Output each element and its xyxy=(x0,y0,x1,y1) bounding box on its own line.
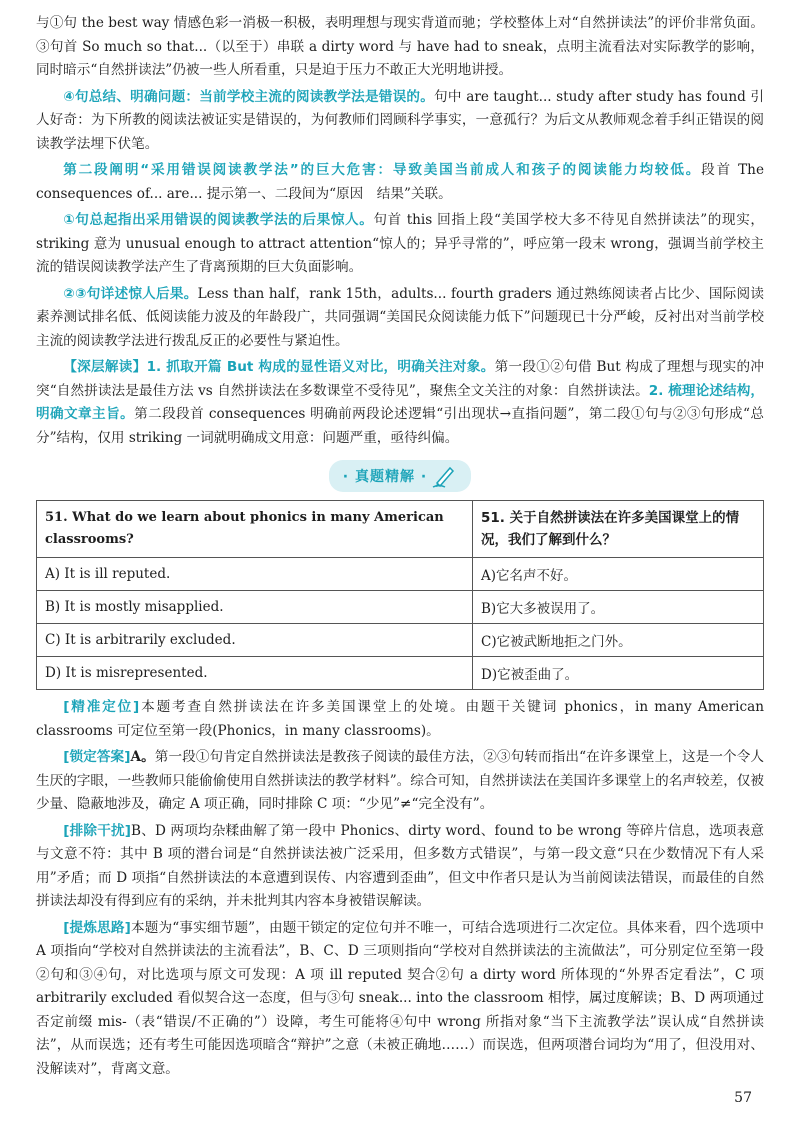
intro-paragraph-4 xyxy=(36,209,764,280)
option-zh: C)它被武断地拒之门外。 xyxy=(473,624,764,657)
exclude-paragraph xyxy=(36,820,764,914)
option-en: C) It is arbitrarily excluded. xyxy=(37,624,473,657)
banner-pill xyxy=(329,460,471,492)
paragraph-text: 第一段①句肯定自然拼读法是教孩子阅读的最佳方法，②③句转而指出“在许多课堂上，这是一个令人生厌的字眼，一些教师只能偷偷使用自然拼读法的教学材料”。综合可知，自然拼读法在美国许多课堂上的名声较差，仅被少量、隐蔽地涉及，确定 A 项正确，同时排除 C 项：“少见”≠“完全没有”。 xyxy=(36,749,764,812)
option-row-a xyxy=(37,558,764,591)
deep-reading-point-2: 2. 梳理论述结构，明确文章主旨。 xyxy=(36,382,764,422)
deep-reading-paragraph xyxy=(36,356,764,450)
deep-reading-tag: 【深层解读】 xyxy=(63,359,147,375)
question-zh: 51. 关于自然拼读法在许多美国课堂上的情况，我们了解到什么？ xyxy=(473,501,764,558)
option-en: B) It is mostly misapplied. xyxy=(37,591,473,624)
refine-tag: [提炼思路] xyxy=(63,919,131,936)
section-banner xyxy=(36,460,764,492)
deep-reading-point-1: 1. 抓取开篇 But 构成的显性语义对比，明确关注对象。 xyxy=(146,359,495,375)
pen-icon xyxy=(431,463,457,489)
intro-paragraph-1: 与①句 the best way 情感色彩一消极一积极，表明理想与现实背道而驰；学校整体上对“自然拼读法”的评价非常负面。③句首 So much so that...（以至于）串联 a dirty word 与 have had to sneak，点明主流看法对实际教学的影响，同时暗示“自然拼读法”仍被一些人所看重，只是迫于压力不敢正大光明地讲授。 xyxy=(36,15,764,78)
question-table xyxy=(36,500,764,690)
option-row-b xyxy=(37,591,764,624)
answer-paragraph xyxy=(36,746,764,817)
option-zh: B)它大多被误用了。 xyxy=(473,591,764,624)
question-header-row xyxy=(37,501,764,558)
paragraph-text: Less than half，rank 15th，adults... fourth graders 通过熟练阅读者占比少、国际阅读素养测试排名低、低阅读能力波及的年龄段广，共同强调“美国民众阅读能力低下”问题现已十分严峻，反衬出对当前学校主流的阅读教学法进行拨乱反正的必要性与紧迫性。 xyxy=(36,285,764,349)
option-row-d xyxy=(37,657,764,690)
highlight-sentence-1: ①句总起指出采用错误的阅读教学法的后果惊人。 xyxy=(63,212,374,228)
option-en: D) It is misrepresented. xyxy=(37,657,473,690)
exclude-tag: [排除干扰] xyxy=(63,822,132,839)
paragraph-text: 第二段段首 consequences 明确前两段论述逻辑“引出现状→直指问题”，第二段①句与②③句形成“总分”结构，仅用 striking 一词就明确成文用意：问题严重，亟待纠偏。 xyxy=(36,406,764,446)
banner-title: · 真题精解 · xyxy=(342,469,428,485)
option-zh: A)它名声不好。 xyxy=(473,558,764,591)
highlight-sentences-2-3: ②③句详述惊人后果。 xyxy=(63,285,198,302)
paragraph-text: 本题为“事实细节题”，由题干锁定的定位句并不唯一，可结合选项进行二次定位。具体来看，四个选项中 A 项指向“学校对自然拼读法的主流看法”，B、C、D 三项则指向“学校对自然拼读法的主流做法”，可分别定位至第一段②句和③④句，对比选项与原文可发现：A 项 ill reputed 契合②句 a dirty word 所体现的“外界否定看法”，C 项 arbitrarily excluded 看似契合这一态度，但与③句 sneak... into the classroom 相悖，属过度解读；B、D 两项通过否定前缀 mis-（表“错误/不正确的”）设障，考生可能将④句中 wrong 所指对象“当下主流教学法”误认成“自然拼读法”，从而误选；还有考生可能因选项暗含“辩护”之意（未被正确地……）而误选，但两项潜台词均为“用了，但没用对、没解读对”，背离文意。 xyxy=(36,919,764,1077)
highlight-sentence-4-summary: ④句总结、明确问题：当前学校主流的阅读教学法是错误的。 xyxy=(63,88,435,105)
option-en: A) It is ill reputed. xyxy=(37,558,473,591)
option-zh: D)它被歪曲了。 xyxy=(473,657,764,690)
question-en: 51. What do we learn about phonics in many American classrooms? xyxy=(37,501,473,558)
paragraph-text: 第一段①②句借 But 构成了理想与现实的冲突“自然拼读法是最佳方法 vs 自然拼读法在多数课堂不受待见”，聚焦全文关注的对象：自然拼读法。 xyxy=(36,359,764,399)
paragraph-text: 本题考查自然拼读法在许多美国课堂上的处境。由题干关键词 phonics，in many American classrooms 可定位至第一段(Phonics，in many classrooms)。 xyxy=(36,699,764,739)
paragraph-text: 句中 are taught... study after study has found 引人好奇：为下所教的阅读法被证实是错误的，为何教师们罔顾科学事实，一意孤行？为后文从教师观念着手纠正错误的阅读教学法埋下伏笔。 xyxy=(36,88,764,152)
paragraph-text: 句首 this 回指上段“美国学校大多不待见自然拼读法”的现实，striking 意为 unusual enough to attract attention“惊人的；异乎寻常的”，呼应第一段末 wrong，强调当前学校主流的错误阅读教学法产生了背离预期的巨大负面影响。 xyxy=(36,212,764,275)
option-row-c xyxy=(37,624,764,657)
page-number: 57 xyxy=(734,1090,752,1106)
paragraph-text: 段首 The consequences of... are... 提示第一、二段间为“原因 结果”关联。 xyxy=(36,162,764,202)
intro-paragraph-5 xyxy=(36,283,764,354)
paragraph-text: B、D 两项均杂糅曲解了第一段中 Phonics、dirty word、found to be wrong 等碎片信息，选项表意与文意不符：其中 B 项的潜台词是“自然拼读法被广泛采用，但多数方式错误”，与第一段文意“只在少数情况下有人采用”矛盾；而 D 项指“自然拼读法的本意遭到误传、内容遭到歪曲”，但文中作者只是认为当前阅读法错误，而最佳的自然拼读法却没有得到应有的采纳，并未批判其内容本身被错误解读。 xyxy=(36,822,764,909)
locate-paragraph xyxy=(36,696,764,743)
refine-paragraph xyxy=(36,917,764,1082)
answer-letter: A。 xyxy=(130,749,155,765)
intro-paragraph-2 xyxy=(36,86,764,157)
intro-paragraph-3 xyxy=(36,159,764,206)
highlight-second-paragraph: 第二段阐明“采用错误阅读教学法”的巨大危害：导致美国当前成人和孩子的阅读能力均较低。 xyxy=(63,162,702,178)
answer-tag: [锁定答案] xyxy=(63,749,131,765)
locate-tag: [精准定位] xyxy=(63,699,140,715)
